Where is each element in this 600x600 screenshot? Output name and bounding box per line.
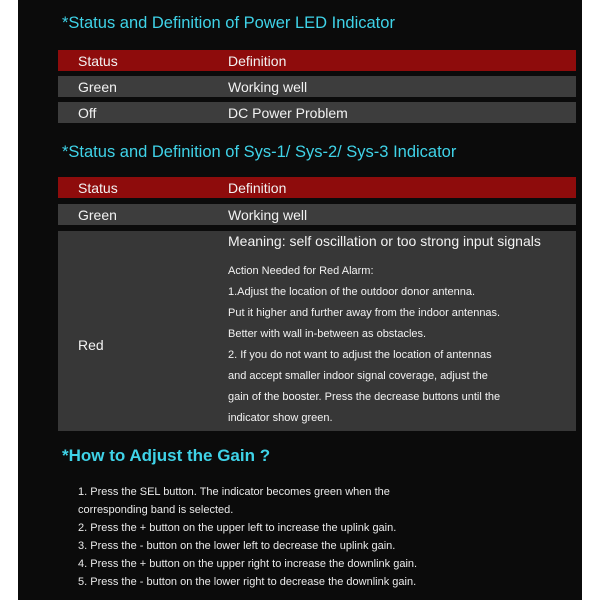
list-item: 1. Press the SEL button. The indicator becomes green when the xyxy=(78,486,390,498)
action-line: and accept smaller indoor signal coverage, adjust the xyxy=(228,370,488,382)
action-needed-text xyxy=(228,261,500,429)
action-line: Action Needed for Red Alarm: xyxy=(228,265,374,277)
sys-indicator-header-row xyxy=(58,177,576,198)
power-led-heading: *Status and Definition of Power LED Indicator xyxy=(62,14,395,32)
list-item: 3. Press the - button on the lower left to decrease the uplink gain. xyxy=(78,540,396,552)
list-item: corresponding band is selected. xyxy=(78,504,234,516)
document-panel xyxy=(18,0,582,600)
adjust-gain-heading: *How to Adjust the Gain ? xyxy=(62,446,271,465)
definition-cell: Working well xyxy=(228,206,308,223)
status-cell: Green xyxy=(78,78,117,95)
table-row xyxy=(58,204,576,225)
status-cell: Red xyxy=(78,337,104,353)
status-cell: Green xyxy=(78,206,117,223)
gain-steps-list xyxy=(78,483,417,591)
meaning-text: Meaning: self oscillation or too strong input signals xyxy=(228,233,541,249)
red-status-row xyxy=(58,231,576,431)
list-item: 4. Press the + button on the upper right to increase the downlink gain. xyxy=(78,558,418,570)
action-line: 2. If you do not want to adjust the location of antennas xyxy=(228,349,492,361)
action-line: 1.Adjust the location of the outdoor donor antenna. xyxy=(228,286,476,298)
status-cell: Off xyxy=(78,104,97,121)
list-item: 5. Press the - button on the lower right to decrease the downlink gain. xyxy=(78,576,417,588)
list-item: 2. Press the + button on the upper left to increase the uplink gain. xyxy=(78,522,397,534)
definition-cell: Working well xyxy=(228,78,308,95)
sys-indicator-heading: *Status and Definition of Sys-1/ Sys-2/ Sys-3 Indicator xyxy=(62,143,457,161)
action-line: gain of the booster. Press the decrease buttons until the xyxy=(228,391,501,403)
definition-cell: DC Power Problem xyxy=(228,104,348,121)
status-column-header: Status xyxy=(78,179,118,196)
definition-column-header: Definition xyxy=(228,179,287,196)
table-row xyxy=(58,102,576,123)
table-row xyxy=(58,76,576,97)
action-line: Put it higher and further away from the indoor antennas. xyxy=(228,307,501,319)
definition-column-header: Definition xyxy=(228,52,287,69)
action-line: indicator show green. xyxy=(228,412,333,424)
action-line: Better with wall in-between as obstacles. xyxy=(228,328,427,340)
status-column-header: Status xyxy=(78,52,118,69)
power-led-header-row xyxy=(58,50,576,71)
